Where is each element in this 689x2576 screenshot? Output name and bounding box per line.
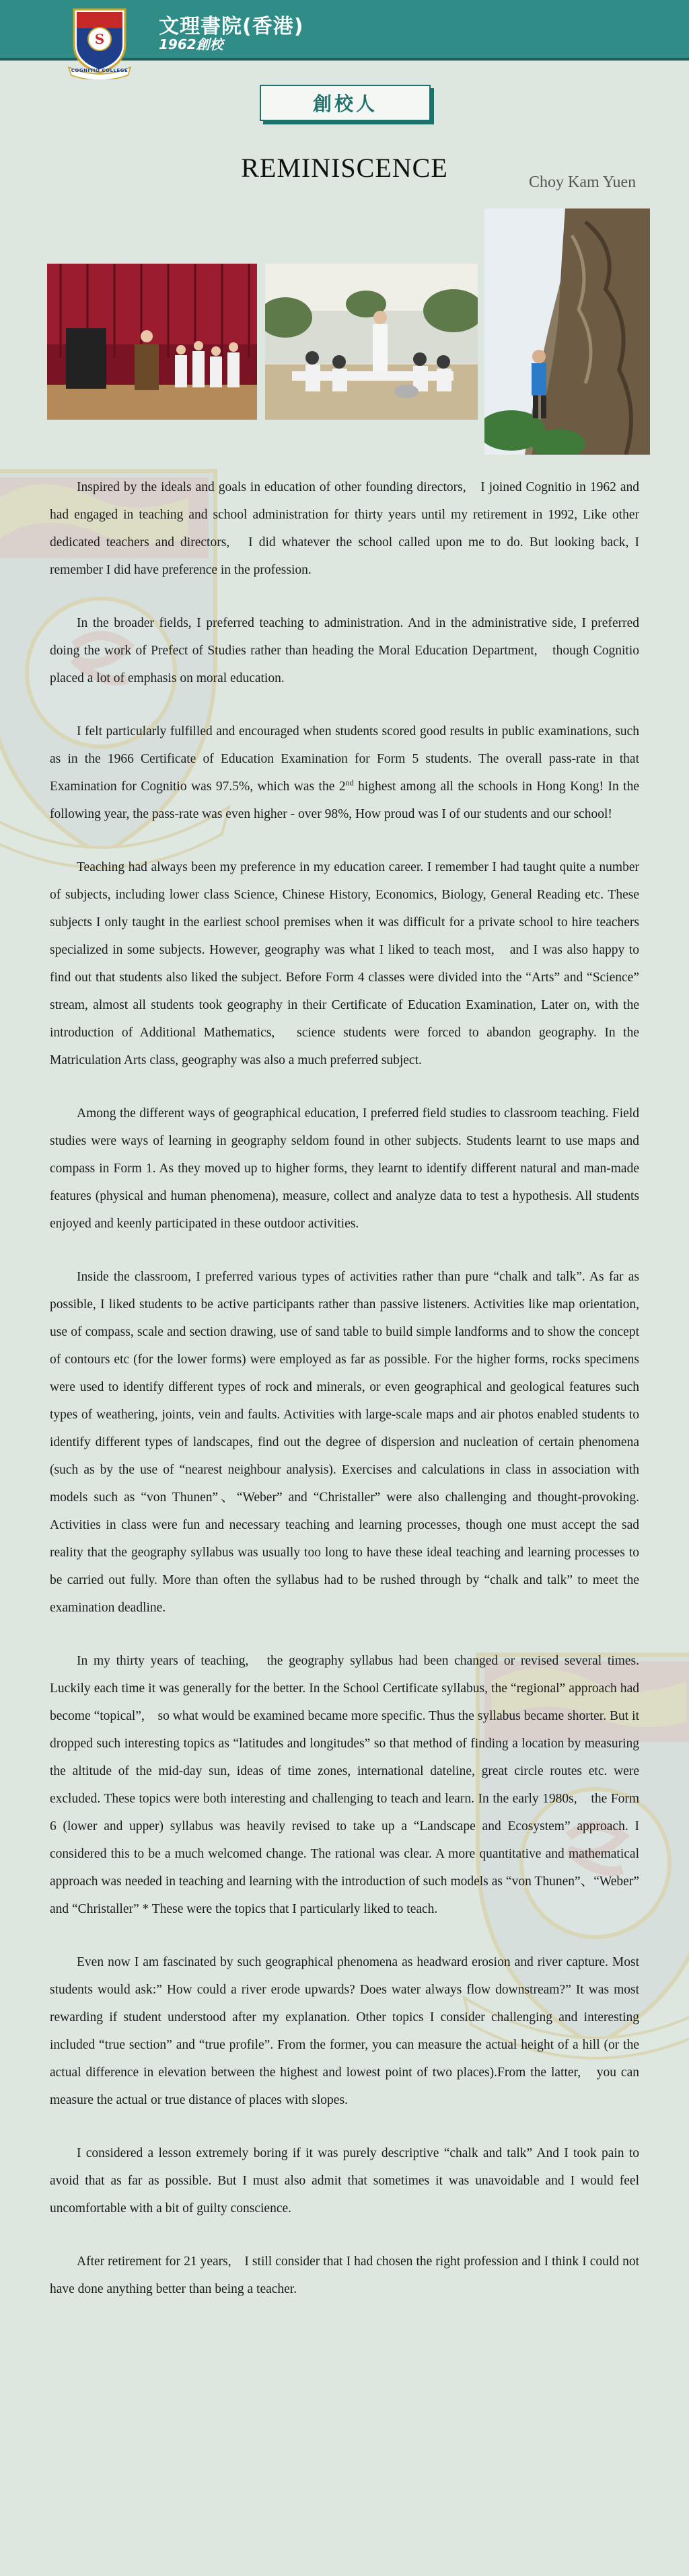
paragraph: Inspired by the ideals and goals in education of other founding directors, I joined Cognitio in 1962 and had engaged in teaching and school administration for thirty years until my retirement in 1992, Like other dedicated teachers and directors, I did whatever the school called upon me to do. But looking back, I remember I did have preference in the profession.	[50, 480, 639, 577]
page-title: REMINISCENCE	[241, 153, 448, 183]
school-crest-logo[interactable]	[66, 5, 133, 79]
photo-stage-ceremony	[47, 264, 257, 420]
founder-section-badge: 創校人	[260, 85, 431, 121]
paragraph: Even now I am fascinated by such geographical phenomena as headward erosion and river capture. Most students would ask:” How could a river erode upwards? Does water always flow downstream?” It was most rewarding if student understood after my explanation. Other topics I consider challenging and interesting included “true section” and “true profile”. From the former, you can measure the actual height of a hill (or the actual difference in elevation between the highest and lowest point of two places).From the latter, you can measure the actual or true distance of places with slopes.	[50, 1955, 639, 2107]
article-body	[50, 473, 639, 2328]
paragraph: In the broader fields, I preferred teaching to administration. And in the administrative side, I preferred doing the work of Prefect of Studies rather than heading the Moral Education Department, though Cognitio placed a lot of emphasis on moral education.	[50, 616, 639, 685]
author-name: Choy Kam Yuen	[529, 174, 637, 191]
school-name: 文理書院(香港)	[159, 15, 304, 38]
paragraph	[50, 718, 639, 828]
paragraph: I considered a lesson extremely boring if it was purely descriptive “chalk and talk” And I took pain to avoid that as far as possible. But I must also admit that sometimes it was unavoidable and I would feel uncomfortable with a bit of guilty conscience.	[50, 2146, 639, 2215]
photo-rock-cliff-field-trip	[484, 209, 650, 455]
founded-year: 1962創校	[159, 36, 223, 52]
paragraph: Inside the classroom, I preferred various types of activities rather than pure “chalk and talk”. As far as possible, I liked students to be active participants rather than passive listeners. Activities like map orientation, use of compass, scale and section drawing, use of sand table to build simple landforms and to show the concept of contours etc (for the lower forms) were employed as far as possible. For the higher forms, rocks specimens were used to identify different types of rock and minerals, or even geographical and geological features such types of weathering, joints, vein and faults. Activities with large-scale maps and air photos enabled students to identify different types of landscapes, find out the degree of dispersion and nucleation of certain phenomena (such as by the use of “nearest neighbour analysis). Exercises and calculations in class in association with models such as “von Thunen”、“Weber” and “Christaller” were also challenging and thought-provoking. Activities in class were fun and necessary teaching and learning processes, though one must accept the sad reality that the geography syllabus was usually too long to have these ideal teaching and learning processes to be carried out fully. More than often the syllabus had to be rushed through by “chalk and talk” to meet the examination deadline.	[50, 1270, 639, 1615]
paragraph-text: highest among all the schools in Hong Kong! In the following year, the pass-rate was even higher - over 98%, How proud was I of our students and our school!	[50, 780, 640, 821]
paragraph: After retirement for 21 years, I still consider that I had chosen the right profession and I think I could not have done anything better than being a teacher.	[50, 2255, 639, 2296]
paragraph: Among the different ways of geographical education, I preferred field studies to classroom teaching. Field studies were ways of learning in geography seldom found in other subjects. Students learnt to use maps and compass in Form 1. As they moved up to higher forms, they learnt to identify different natural and man-made features (physical and human phenomena), measure, collect and analyze data to test a hypothesis. All students enjoyed and keenly participated in these outdoor activities.	[50, 1106, 639, 1231]
paragraph: Teaching had always been my preference in my education career. I remember I had taught quite a number of subjects, including lower class Science, Chinese History, Economics, Biology, General Reading etc. These subjects I only taught in the earliest school premises when it was difficult for a private school to hire teachers specialized in some subjects. However, geography was what I liked to teach most, and I was also happy to find out that students also liked the subject. Before Form 4 classes were divided into the “Arts” and “Science” stream, almost all students took geography in their Certificate of Education Examination, Later on, with the introduction of Additional Mathematics, science students were forced to abandon geography. In the Matriculation Arts class, geography was also a much preferred subject.	[50, 860, 639, 1067]
paragraph-text: I felt particularly fulfilled and encouraged when students scored good results in public examinations, such as in the 1966 Certificate of Education Examination for Form 5 students. The overall pass-rate in that Examination for Cognitio was 97.5%, which was the 2	[50, 724, 639, 794]
ordinal-suffix: nd	[345, 778, 354, 788]
header-bar	[0, 0, 689, 73]
photo-speech-outdoors	[265, 264, 478, 420]
logo-lettering: COGNITIO COLLEGE	[71, 68, 129, 73]
svg-text:S: S	[94, 31, 105, 47]
paragraph: In my thirty years of teaching, the geography syllabus had been changed or revised several times. Luckily each time it was generally for the better. In the School Certificate syllabus, the “regional” approach had become “topical”, so what would be examined became more specific. Thus the syllabus became shorter. But it dropped such interesting topics as “latitudes and longitudes” so that method of finding a location by measuring the altitude of the mid-day sun, ideas of time zones, international dateline, great circle routes etc. were excluded. These topics were both interesting and challenging to teach and learn. In the early 1980s, the Form 6 (lower and upper) syllabus was heavily revised to take up a “Landscape and Ecosystem” approach. I considered this to be a much welcomed change. The rational was clear. A more quantitative and mathematical approach was needed in teaching and learning with the introduction of such models as “von Thunen”、“Weber” and “Christaller” * These were the topics that I particularly liked to teach.	[50, 1654, 639, 1916]
